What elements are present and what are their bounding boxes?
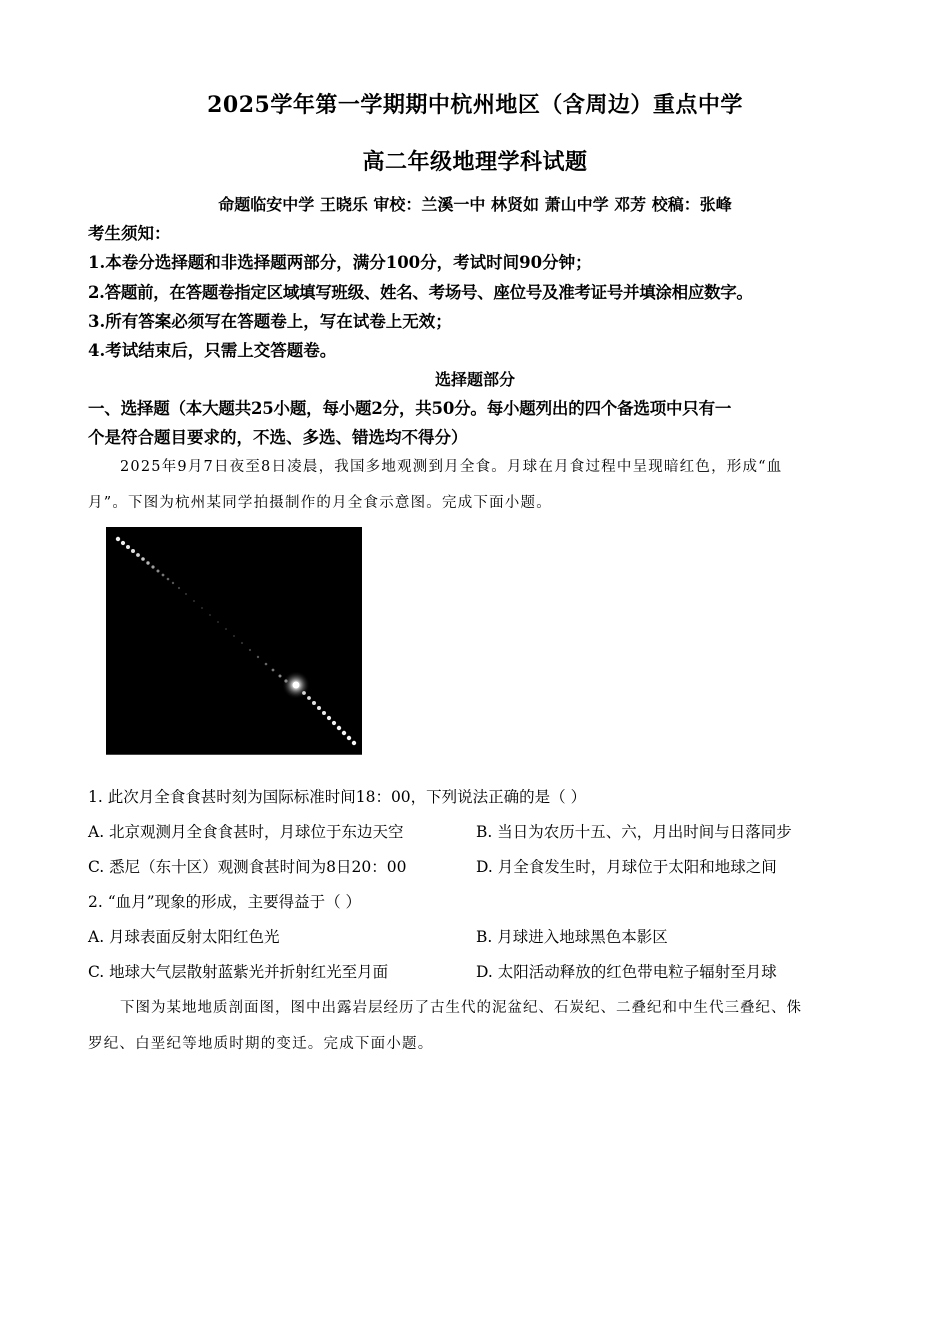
moon-dots-upper bbox=[116, 537, 288, 683]
exam-title-line1: 2025学年第一学期期中杭州地区（含周边）重点中学 bbox=[207, 92, 743, 118]
passage1-line1: 2025年9月7日夜至8日凌晨，我国多地观测到月全食。月球在月食过程中呈现暗红色，形成“血 bbox=[120, 459, 783, 475]
passage2-line1: 下图为某地地质剖面图，图中出露岩层经历了古生代的泥盆纪、石炭纪、二叠纪和中生代三叠纪、侏 bbox=[120, 1000, 802, 1016]
passage1-line2: 月”。下图为杭州某同学拍摄制作的月全食示意图。完成下面小题。 bbox=[88, 495, 552, 511]
lunar-eclipse-photo bbox=[106, 527, 362, 755]
moon-dots-lower bbox=[302, 691, 356, 745]
notice-item-3: 3.所有答案必须写在答题卷上，写在试卷上无效； bbox=[88, 312, 452, 331]
question-2-stem: 2. “血月”现象的形成，主要得益于（ ） bbox=[88, 893, 361, 911]
question-1-option-d: D. 月全食发生时，月球位于太阳和地球之间 bbox=[476, 858, 777, 876]
exam-authors: 命题临安中学 王晓乐 审校：兰溪一中 林贤如 萧山中学 邓芳 校稿：张峰 bbox=[218, 195, 732, 214]
lunar-eclipse-sequence bbox=[106, 527, 362, 754]
notice-item-1: 1.本卷分选择题和非选择题两部分，满分100分，考试时间90分钟； bbox=[88, 253, 592, 272]
passage2-line2: 罗纪、白垩纪等地质时期的变迁。完成下面小题。 bbox=[88, 1036, 434, 1052]
section-title: 选择题部分 bbox=[434, 370, 515, 389]
section-heading-line1: 一、选择题（本大题共25小题，每小题2分，共50分。每小题列出的四个备选项中只有一 bbox=[88, 399, 732, 418]
question-1-option-c: C. 悉尼（东十区）观测食甚时间为8日20：00 bbox=[88, 858, 407, 876]
question-1-option-a: A. 北京观测月全食食甚时，月球位于东边天空 bbox=[88, 823, 404, 841]
bright-moon bbox=[293, 682, 300, 689]
question-1-option-b: B. 当日为农历十五、六，月出时间与日落同步 bbox=[476, 823, 792, 841]
notice-heading: 考生须知： bbox=[88, 224, 171, 243]
question-2-option-c: C. 地球大气层散射蓝紫光并折射红光至月面 bbox=[88, 963, 389, 981]
notice-item-2: 2.答题前，在答题卷指定区域填写班级、姓名、考场号、座位号及准考证号并填涂相应数字。 bbox=[88, 283, 753, 302]
question-2-option-b: B. 月球进入地球黑色本影区 bbox=[476, 928, 668, 946]
exam-title-line2: 高二年级地理学科试题 bbox=[362, 149, 588, 175]
question-1-stem: 1. 此次月全食食甚时刻为国际标准时间18：00，下列说法正确的是（ ） bbox=[88, 788, 587, 806]
question-2-option-d: D. 太阳活动释放的红色带电粒子辐射至月球 bbox=[476, 963, 777, 981]
section-heading-line2: 个是符合题目要求的，不选、多选、错选均不得分） bbox=[88, 428, 468, 447]
question-2-option-a: A. 月球表面反射太阳红色光 bbox=[88, 928, 280, 946]
notice-item-4: 4.考试结束后，只需上交答题卷。 bbox=[88, 341, 337, 360]
